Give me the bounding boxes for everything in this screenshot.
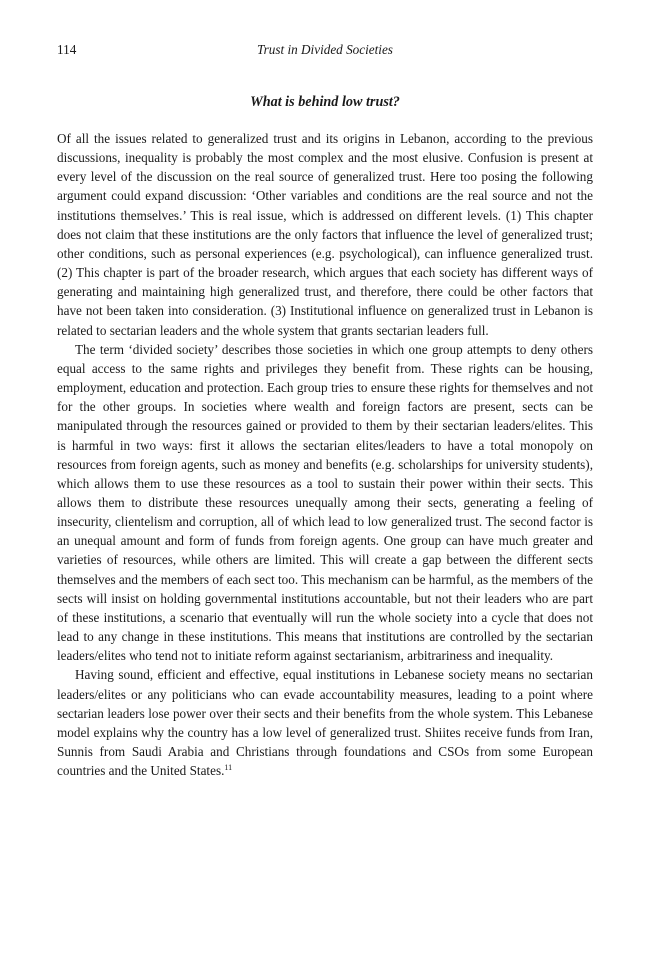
paragraph-1: Of all the issues related to generalized trust and its origins in Lebanon, according to the previous discussions, inequality is probably the most complex and the most elusive. Confusion is present at every level of the discussion on the real source of generalized trust. Here too posing the following argument could expand discussion: ‘Other variables and conditions are the real source and not the institutions themselves.’ This is real issue, which is addressed on different levels. (1) This chapter does not claim that these institutions are the only factors that influence the level of generalized trust; other conditions, such as personal experiences (e.g. psychological), can influence generalized trust. (2) This chapter is part of the broader research, which argues that each society has different ways of generating and maintaining high generalized trust, and therefore, there could be other factors that have not been taken into consideration. (3) Institutional influence on generalized trust in Lebanon is related to sectarian leaders and the whole system that grants sectarian leaders full.: [57, 131, 593, 338]
page-number: 114: [57, 42, 77, 57]
body-text: [57, 129, 593, 780]
paragraph-2: The term ‘divided society’ describes those societies in which one group attempts to deny others equal access to the same rights and privileges they benefit from. These rights can be housing, employment, education and protection. Each group tries to ensure these rights for themselves and not for the other groups. In societies where wealth and foreign factors are present, sects can be manipulated through the resources gained or provided to them by their sectarian leaders/elites. This is harmful in two ways: first it allows the sectarian elites/leaders to have a total monopoly on resources from foreign agents, such as money and benefits (e.g. scholarships for university students), which allows them to use these resources as a tool to sustain their power within their sects. This allows them to distribute these resources unequally among their sects, generating a feeling of insecurity, clientelism and corruption, all of which lead to low generalized trust. The second factor is an unequal amount and form of funds from foreign agents. One group can have much greater and varieties of resources, while others are limited. This will create a gap between the different sects themselves and the members of each sect too. This mechanism can be harmful, as the members of the sects will insist on holding governmental institutions accountable, but not their leaders who are part of these institutions, a scenario that eventually will run the whole society into a cycle that does not lead to any change in these institutions. This means that institutions are controlled by the sectarian leaders/elites who tend not to initiate reform against sectarianism, arbitrariness and inequality.: [57, 341, 593, 664]
paragraph-3-text: Having sound, efficient and effective, equal institutions in Lebanese society means no sectarian leaders/elites or any politicians who can evade accountability measures, leading to a point where sectarian leaders lose power over their sects and their benefits from the whole system. This Lebanese model explains why the country has a low level of generalized trust. Shiites receive funds from Iran, Sunnis from Saudi Arabia and Christians through foundations and CSOs from some European countries and the United States.: [57, 667, 593, 779]
paragraph-3: [57, 665, 593, 780]
section-heading: What is behind low trust?: [250, 94, 400, 110]
footnote-reference[interactable]: 11: [224, 763, 233, 773]
running-title: Trust in Divided Societies: [257, 42, 393, 57]
running-header: [57, 40, 593, 60]
book-page: [57, 40, 593, 780]
